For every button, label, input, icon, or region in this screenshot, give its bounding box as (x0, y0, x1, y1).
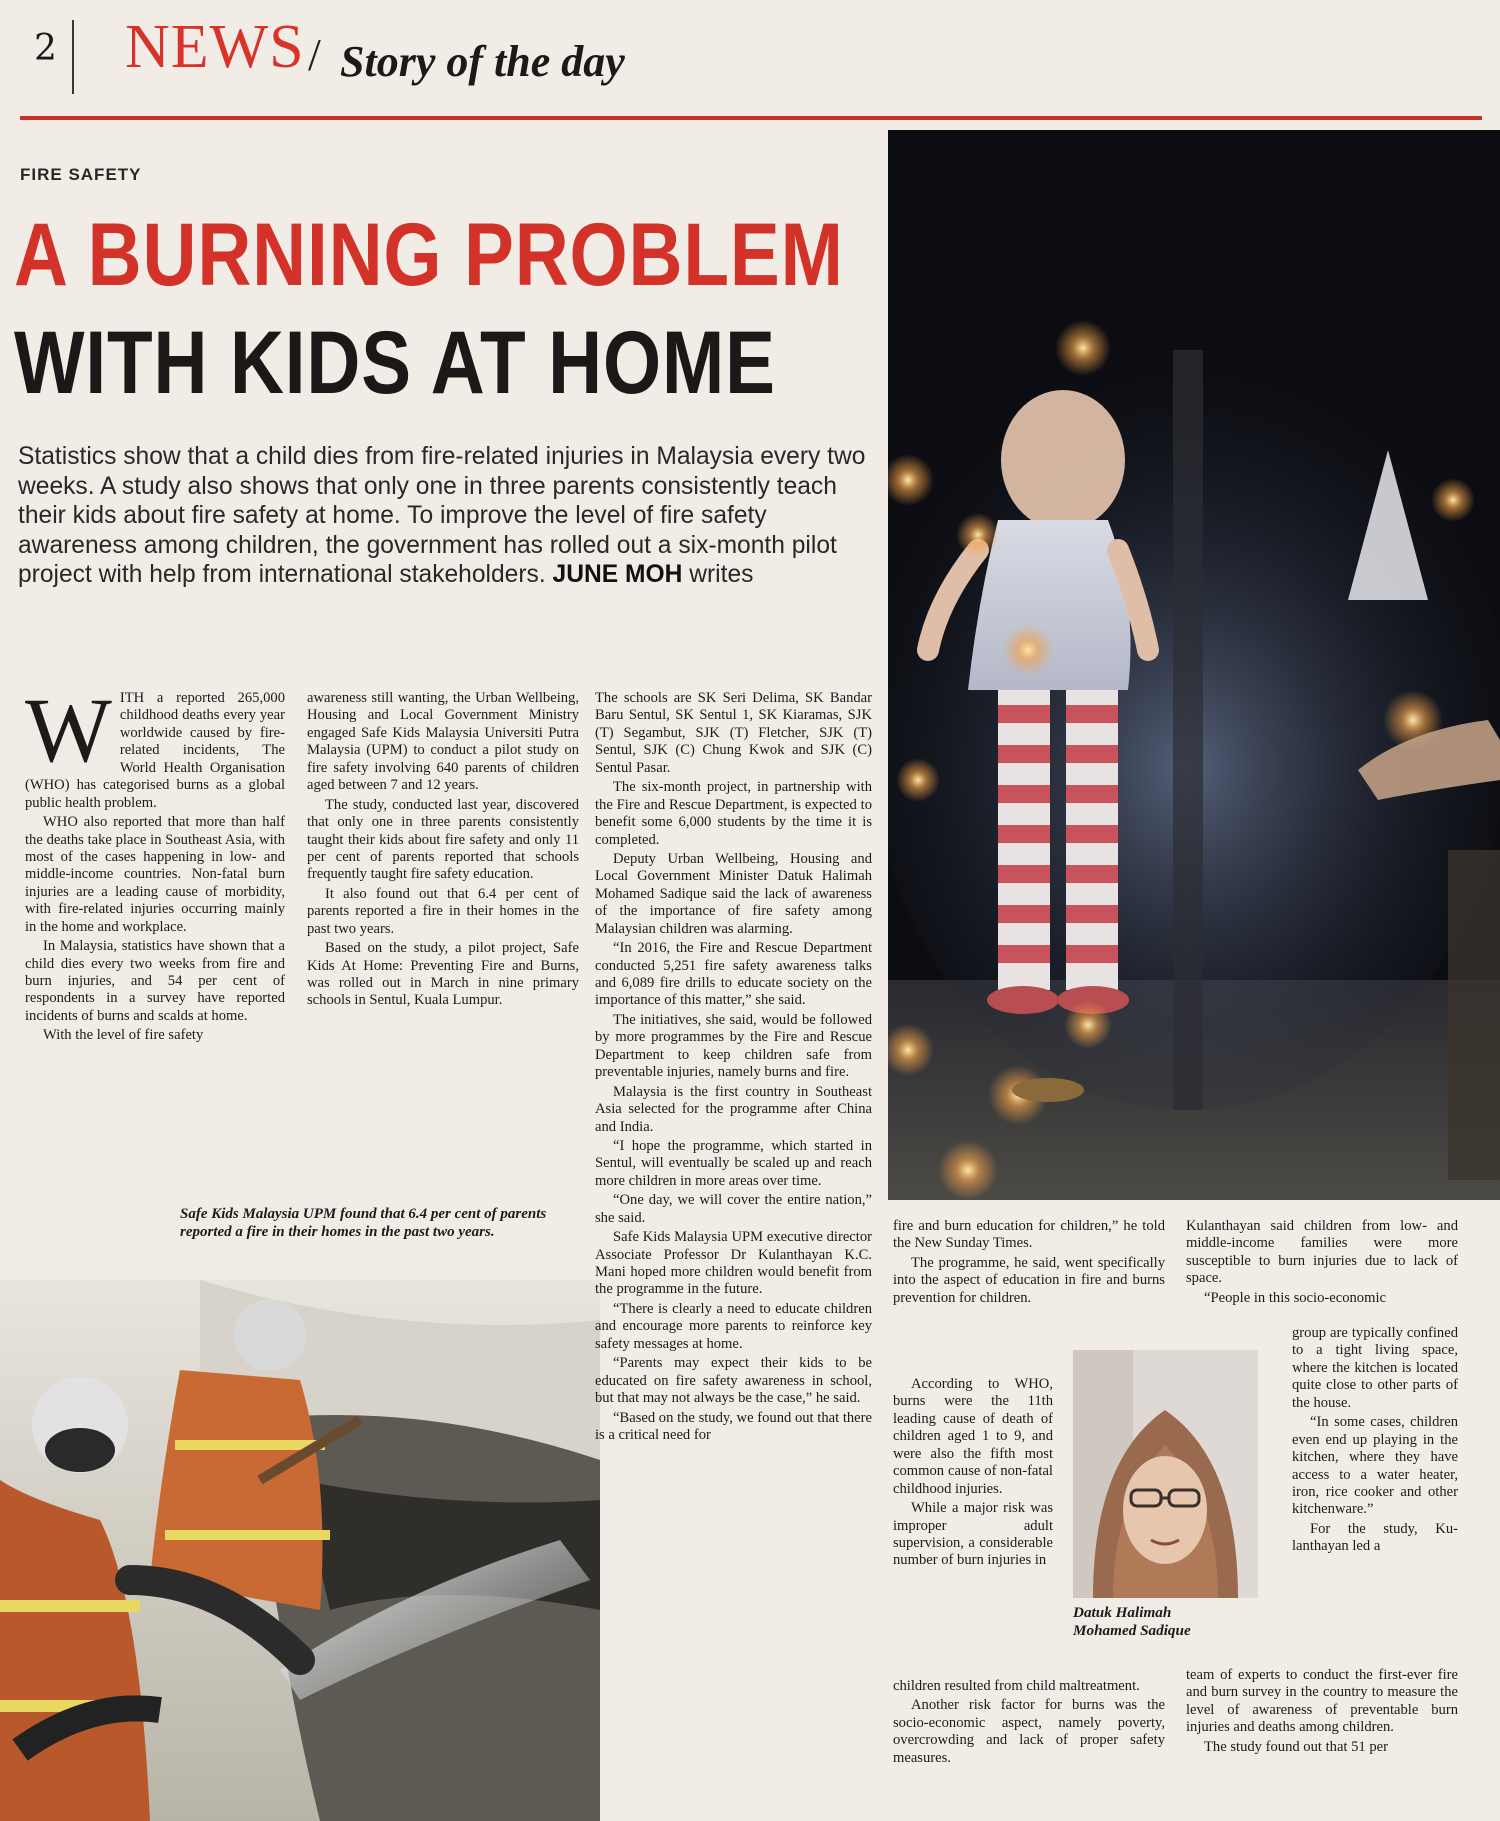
masthead-divider (72, 20, 74, 94)
paragraph: group are typically confined to a tight living space, where the kitchen is located quite close to other parts of the house. (1292, 1325, 1458, 1411)
paragraph: “In some cases, children even end up playing in the kitchen, where they have access to a water heater, iron, rice cooker and other kitchenware.” (1292, 1414, 1458, 1518)
article-column-4-top (893, 1218, 1165, 1309)
paragraph: In Malaysia, statistics have shown that a child dies every two weeks from fire and burn injuries, and 54 per cent of respondents in a survey have reported incidents of burns and scalds at home. (25, 938, 285, 1024)
paragraph: The initiatives, she said, would be followed by more programmes by the Fire and Rescue Department to keep children safe from preventable injuries, namely burns and fire. (595, 1011, 872, 1081)
paragraph: “Parents may expect their kids to be educated on fire safety awareness in school, but that may not always be the case,” he said. (595, 1355, 872, 1407)
paragraph: The schools are SK Seri Delima, SK Bandar Baru Sentul, SK Sentul 1, SK Kiaramas, SJK (T) Segambut, SJK (T) Fletcher, SJK (T) Sentul, SJK (C) Chung Kwok and SJK (C) Sentul Pasar. (595, 690, 872, 776)
paragraph: Malaysia is the first country in Southeast Asia selected for the programme after China and India. (595, 1083, 872, 1135)
paragraph: With the level of fire safety (43, 1027, 204, 1044)
article-column-5-narrow (1292, 1325, 1458, 1558)
paragraph: The study, conducted last year, discovered that only one in three parents consistently taught their kids about fire safety and only 11 per cent of parents reported that schools frequently taught fire safety education. (307, 796, 579, 883)
paragraph: “One day, we will cover the entire nation,” she said. (595, 1192, 872, 1226)
byline-author: JUNE MOH (552, 561, 683, 588)
page-number: 2 (34, 28, 57, 69)
portrait-caption (1073, 1604, 1253, 1640)
article-column-3 (595, 690, 872, 1446)
standfirst-text: Statistics show that a child dies from fire-related injuries in Malaysia every two weeks. A study also shows that only one in three parents consistently teach their kids about fire safety at home. To improve the level of fire safety awareness among children, the government has rolled out a six-month pilot project with help from international stakeholders. (18, 443, 866, 588)
article-column-5-top (1186, 1218, 1458, 1309)
article-column-4-bottom (893, 1678, 1165, 1769)
firefighters-photo (0, 1280, 600, 1821)
section-separator: / (308, 29, 321, 80)
paragraph: team of experts to conduct the first-ever fire and burn survey in the country to measure the level of awareness of preventable burn injuries and deaths among children. (1186, 1667, 1458, 1736)
standfirst (18, 442, 888, 590)
article-column-2 (307, 690, 579, 1012)
paragraph: Another risk factor for burns was the socio-economic aspect, namely poverty, overcrowding and lack of proper safety measures. (893, 1697, 1165, 1766)
subsection-title: Story of the day (340, 37, 625, 86)
headline-line-1: A BURNING PROBLEM (14, 204, 844, 304)
paragraph: awareness still wanting, the Urban Wellbeing, Housing and Local Government Ministry engaged Safe Kids Malaysia Universiti Putra Malaysia (UPM) to conduct a pilot study on fire safety involving 640 parents of children aged between 7 and 12 years. (307, 690, 579, 794)
paragraph: “In 2016, the Fire and Rescue Department conducted 5,251 fire safety awareness talks and 6,089 fire drills to educate society on the importance of this matter,” she said. (595, 940, 872, 1009)
paragraph: The six-month project, in partnership with the Fire and Rescue Department, is expected to benefit some 6,000 students by the time it is completed. (595, 779, 872, 848)
paragraph: The programme, he said, went specifically into the aspect of education in fire and burns prevention for children. (893, 1254, 1165, 1306)
photo-caption: Safe Kids Malaysia UPM found that 6.4 per cent of parents reported a fire in their homes in the past two years. (180, 1206, 547, 1241)
paragraph: fire and burn education for children,” he told the New Sunday Times. (893, 1218, 1165, 1252)
paragraph: Kulanthayan said children from low- and middle-income families were more susceptible to burn injuries due to lack of space. (1186, 1218, 1458, 1287)
paragraph: While a major risk was improper adult supervision, a considerable number of burn injuries in (893, 1500, 1053, 1569)
paragraph: “Based on the study, we found out that there is a critical need for (595, 1409, 872, 1443)
paragraph: For the study, Ku-lanthayan led a (1292, 1520, 1458, 1555)
paragraph: According to WHO, burns were the 11th leading cause of death of children aged 1 to 9, and were also the fifth most common cause of non-fatal childhood injuries. (893, 1376, 1053, 1497)
paragraph: Safe Kids Malaysia UPM executive director Associate Professor Dr Kulanthayan K.C. Mani hoped more children would benefit from the programme in the future. (595, 1229, 872, 1298)
portrait-caption-line-2: Mohamed Sadique (1073, 1622, 1191, 1640)
paragraph: “There is clearly a need to educate children and encourage more parents to reinforce key safety messages at home. (595, 1300, 872, 1352)
child-candles-photo (888, 130, 1500, 1200)
section-title: NEWS (125, 13, 305, 81)
paragraph: WHO also reported that more than half the deaths take place in Southeast Asia, with most of the cases happening in low- and middle-income countries. Non-fatal burn injuries are a leading cause of morbidity, with fire-related injuries occurring mainly in the home and workplace. (25, 814, 285, 935)
paragraph: children resulted from child maltreatment. (893, 1678, 1140, 1694)
article-column-4-narrow (893, 1376, 1053, 1572)
paragraph: ITH a reported 265,000 childhood deaths every year worldwide caused by fire-related incidents, The World Health Organisation (WHO) has categorised burns as a global public health problem. (25, 690, 285, 811)
paragraph: Based on the study, a pilot project, Safe Kids At Home: Preventing Fire and Burns, was rolled out in March in nine primary schools in Sentul, Kuala Lumpur. (307, 940, 579, 1009)
kicker-label: FIRE SAFETY (20, 165, 142, 184)
masthead-rule (20, 116, 1482, 120)
article-column-1 (25, 679, 285, 1047)
paragraph: Deputy Urban Wellbeing, Housing and Local Government Minister Datuk Halimah Mohamed Sadique said the lack of awareness of the importance of fire safety among Malaysian children was alarming. (595, 850, 872, 937)
article-column-5-bottom (1186, 1667, 1458, 1758)
paragraph: The study found out that 51 per (1204, 1738, 1389, 1755)
headline-line-2: WITH KIDS AT HOME (14, 312, 776, 412)
portrait-caption-line-1: Datuk Halimah (1073, 1604, 1172, 1621)
byline-writes: writes (689, 561, 754, 588)
paragraph: “I hope the programme, which started in Sentul, will eventually be scaled up and reach more children in more areas over time. (595, 1137, 872, 1189)
drop-cap: W (25, 679, 112, 781)
paragraph: “People in this socio-economic (1204, 1289, 1386, 1306)
paragraph: It also found out that 6.4 per cent of parents reported a fire in their homes in the past two years. (307, 885, 579, 937)
halimah-portrait-photo (1073, 1350, 1258, 1598)
